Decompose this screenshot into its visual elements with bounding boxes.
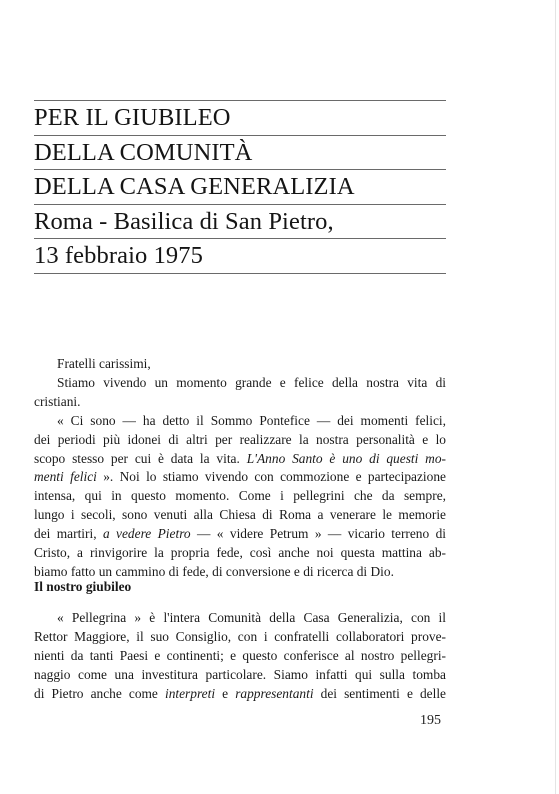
text-line: [34, 431, 446, 450]
greeting-paragraph: [34, 355, 446, 374]
text-run: biamo fatto un cammino di fede, di conversione e di ricerca di Dio.: [34, 563, 394, 579]
text-line: [34, 450, 446, 469]
title-line-3: DELLA CASA GENERALIZIA: [34, 170, 446, 205]
text-line: [34, 525, 446, 544]
italic-run: interpreti: [164, 685, 216, 701]
text-run: dei sentimenti e delle: [313, 685, 446, 701]
text-line: [34, 544, 446, 563]
intro-paragraph-2: [34, 412, 446, 582]
text-line: [34, 506, 446, 525]
text-run: di Pietro anche come: [34, 685, 165, 701]
text-run: « Ci sono — ha detto il Sommo Pontefice — dei momenti felici,: [57, 412, 446, 428]
section-paragraph-1: [34, 609, 446, 704]
text-line: [34, 628, 446, 647]
italic-run: L'Anno Santo è uno di questi mo-: [246, 450, 447, 466]
text-run: intensa, qui in questo momento. Come i pellegrini che da sempre,: [34, 488, 446, 504]
italic-run: rappresentanti: [235, 685, 314, 701]
text-line: [34, 647, 446, 666]
text-run: nienti da tanti Paesi e continenti; e questo conferisce al nostro pellegri-: [34, 647, 446, 663]
page-edge-divider: [555, 0, 556, 794]
intro-body: [34, 355, 446, 582]
page-number: 195: [420, 713, 441, 728]
title-line-4: Roma - Basilica di San Pietro,: [34, 205, 446, 240]
text-run: naggio come una investitura particolare. Siamo infatti qui sulla tomba: [34, 666, 446, 682]
text-line: [34, 487, 446, 506]
text-line: [34, 412, 446, 431]
text-run: dei periodi più idonei di altri per realizzare la nostra personalità e lo: [34, 431, 446, 447]
text-line: [34, 468, 446, 487]
title-block: [34, 100, 446, 274]
title-line-1: PER IL GIUBILEO: [34, 100, 446, 136]
italic-run: menti felici: [34, 469, 97, 485]
text-run: lungo i secoli, sono venuti alla Chiesa di Roma a venerare le memorie: [34, 507, 446, 523]
text-run: scopo stesso per cui è data la vita.: [34, 450, 247, 466]
text-line: Stiamo vivendo un momento grande e felice della nostra vita di: [57, 374, 446, 390]
greeting-line: Fratelli carissimi,: [57, 356, 151, 371]
text-run: ». Noi lo stiamo vivendo con commozione e partecipazione: [96, 469, 446, 485]
text-run: « Pellegrina » è l'intera Comunità della Casa Generalizia, con il: [57, 610, 446, 625]
title-line-2: DELLA COMUNITÀ: [34, 136, 446, 171]
intro-paragraph-1: [34, 374, 446, 412]
section-body: [34, 609, 446, 704]
text-line: [34, 666, 446, 685]
text-run: e: [215, 685, 236, 701]
section-heading: Il nostro giubileo: [34, 579, 132, 594]
text-line: cristiani.: [34, 393, 81, 409]
text-run: dei martiri,: [34, 526, 103, 542]
text-line: [34, 685, 446, 704]
text-run: Rettor Maggiore, il suo Consiglio, con i confratelli collaboratori prove-: [34, 628, 446, 644]
text-run: Cristo, a rinvigorire la propria fede, così anche noi questa mattina ab-: [34, 545, 446, 561]
title-line-5: 13 febbraio 1975: [34, 239, 446, 274]
text-run: — « videre Petrum » — vicario terreno di: [190, 526, 447, 542]
text-line: [34, 609, 446, 628]
italic-run: a vedere Pietro: [102, 526, 191, 542]
